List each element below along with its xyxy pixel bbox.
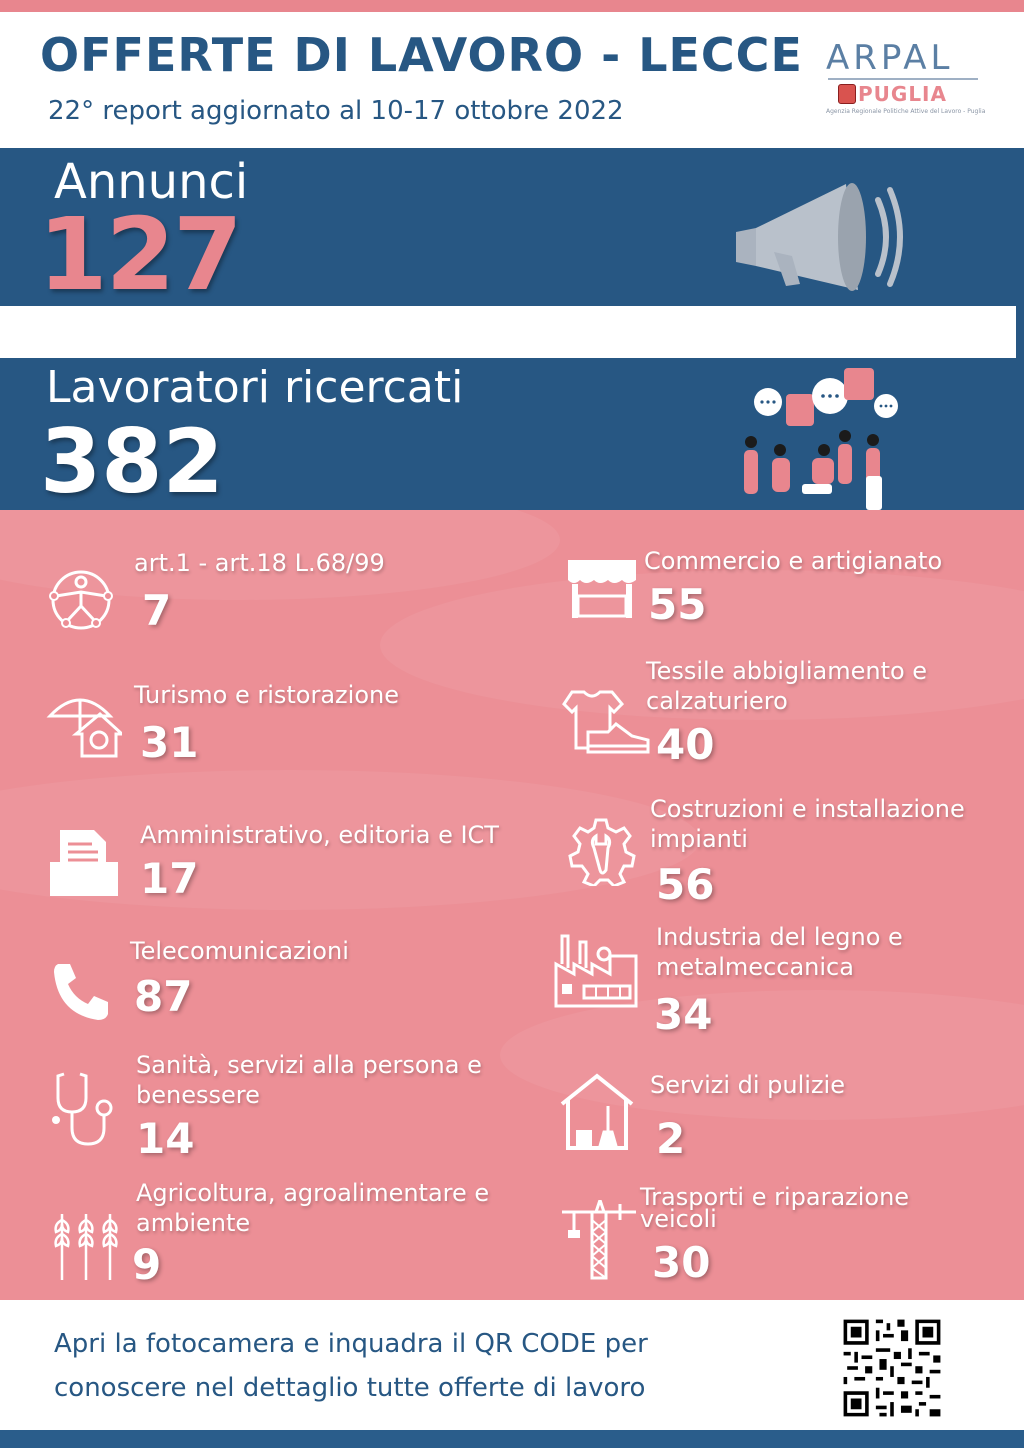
wheat-icon [50, 1206, 120, 1280]
qr-code-icon[interactable] [840, 1316, 944, 1420]
category-label: Amministrativo, editoria e ICT [140, 821, 499, 849]
arpal-logo [826, 38, 986, 122]
crane-icon [560, 1200, 638, 1280]
category-value: 2 [656, 1114, 686, 1163]
factory-icon [554, 934, 638, 1008]
annunci-band [0, 148, 1024, 306]
category-value: 14 [136, 1114, 195, 1163]
category-label: art.1 - art.18 L.68/99 [134, 549, 385, 577]
megaphone-icon [726, 162, 916, 292]
lavoratori-value: 382 [40, 410, 224, 510]
category-value: 30 [652, 1238, 711, 1287]
category-label: Sanità, servizi alla persona e benessere [136, 1051, 482, 1109]
category-label: Industria del legno e metalmeccanica [656, 923, 903, 981]
annunci-value: 127 [38, 196, 241, 306]
categories-section [0, 510, 1024, 1300]
accessibility-icon [46, 568, 116, 632]
stethoscope-icon [50, 1070, 114, 1150]
category-label: Trasporti e riparazione veicoli [640, 1183, 910, 1233]
lavoratori-band [0, 358, 1024, 510]
category-label: Telecomunicazioni [130, 937, 349, 965]
top-accent-strip [0, 0, 1024, 12]
logo-name: ARPAL [826, 38, 954, 78]
bottom-accent-strip [0, 1430, 1024, 1448]
logo-region: PUGLIA [858, 82, 947, 106]
gear-wrench-icon [566, 816, 636, 886]
document-tray-icon [48, 826, 120, 898]
page-title: OFFERTE DI LAVORO - LECCE [40, 28, 803, 82]
umbrella-house-icon [46, 690, 122, 760]
annunci-label: Annunci [54, 154, 249, 210]
logo-divider [828, 78, 978, 80]
category-value: 55 [648, 580, 707, 629]
lavoratori-label: Lavoratori ricercati [46, 362, 464, 413]
category-value: 56 [656, 860, 715, 909]
category-label: Servizi di pulizie [650, 1071, 845, 1099]
footer-instructions: Apri la fotocamera e inquadra il QR CODE per conoscere nel dettaglio tutte offerte di lavoro [54, 1329, 648, 1403]
category-value: 34 [654, 990, 713, 1039]
cleaning-house-icon [558, 1072, 636, 1150]
category-label: Agricoltura, agroalimentare e ambiente [136, 1179, 490, 1237]
category-value: 9 [132, 1240, 162, 1289]
category-label: Commercio e artigianato [644, 547, 943, 575]
tshirt-shoe-icon [558, 688, 652, 760]
category-value: 40 [656, 720, 715, 769]
category-label: Tessile abbigliamento e calzaturiero [646, 657, 928, 715]
phone-icon [50, 960, 112, 1022]
category-value: 17 [140, 854, 199, 903]
category-value: 7 [142, 586, 172, 635]
report-subtitle: 22° report aggiornato al 10-17 ottobre 2022 [48, 96, 624, 126]
category-value: 31 [140, 718, 199, 767]
category-label: Costruzioni e installazione impianti [650, 795, 965, 853]
shop-icon [566, 556, 638, 620]
puglia-seal-icon [838, 84, 856, 104]
people-talking-illustration [740, 366, 910, 510]
category-label: Turismo e ristorazione [134, 681, 399, 709]
edge-accent [1016, 306, 1024, 358]
category-value: 87 [134, 972, 193, 1021]
logo-tagline: Agenzia Regionale Politiche Attive del Lavoro - Puglia [826, 108, 986, 115]
